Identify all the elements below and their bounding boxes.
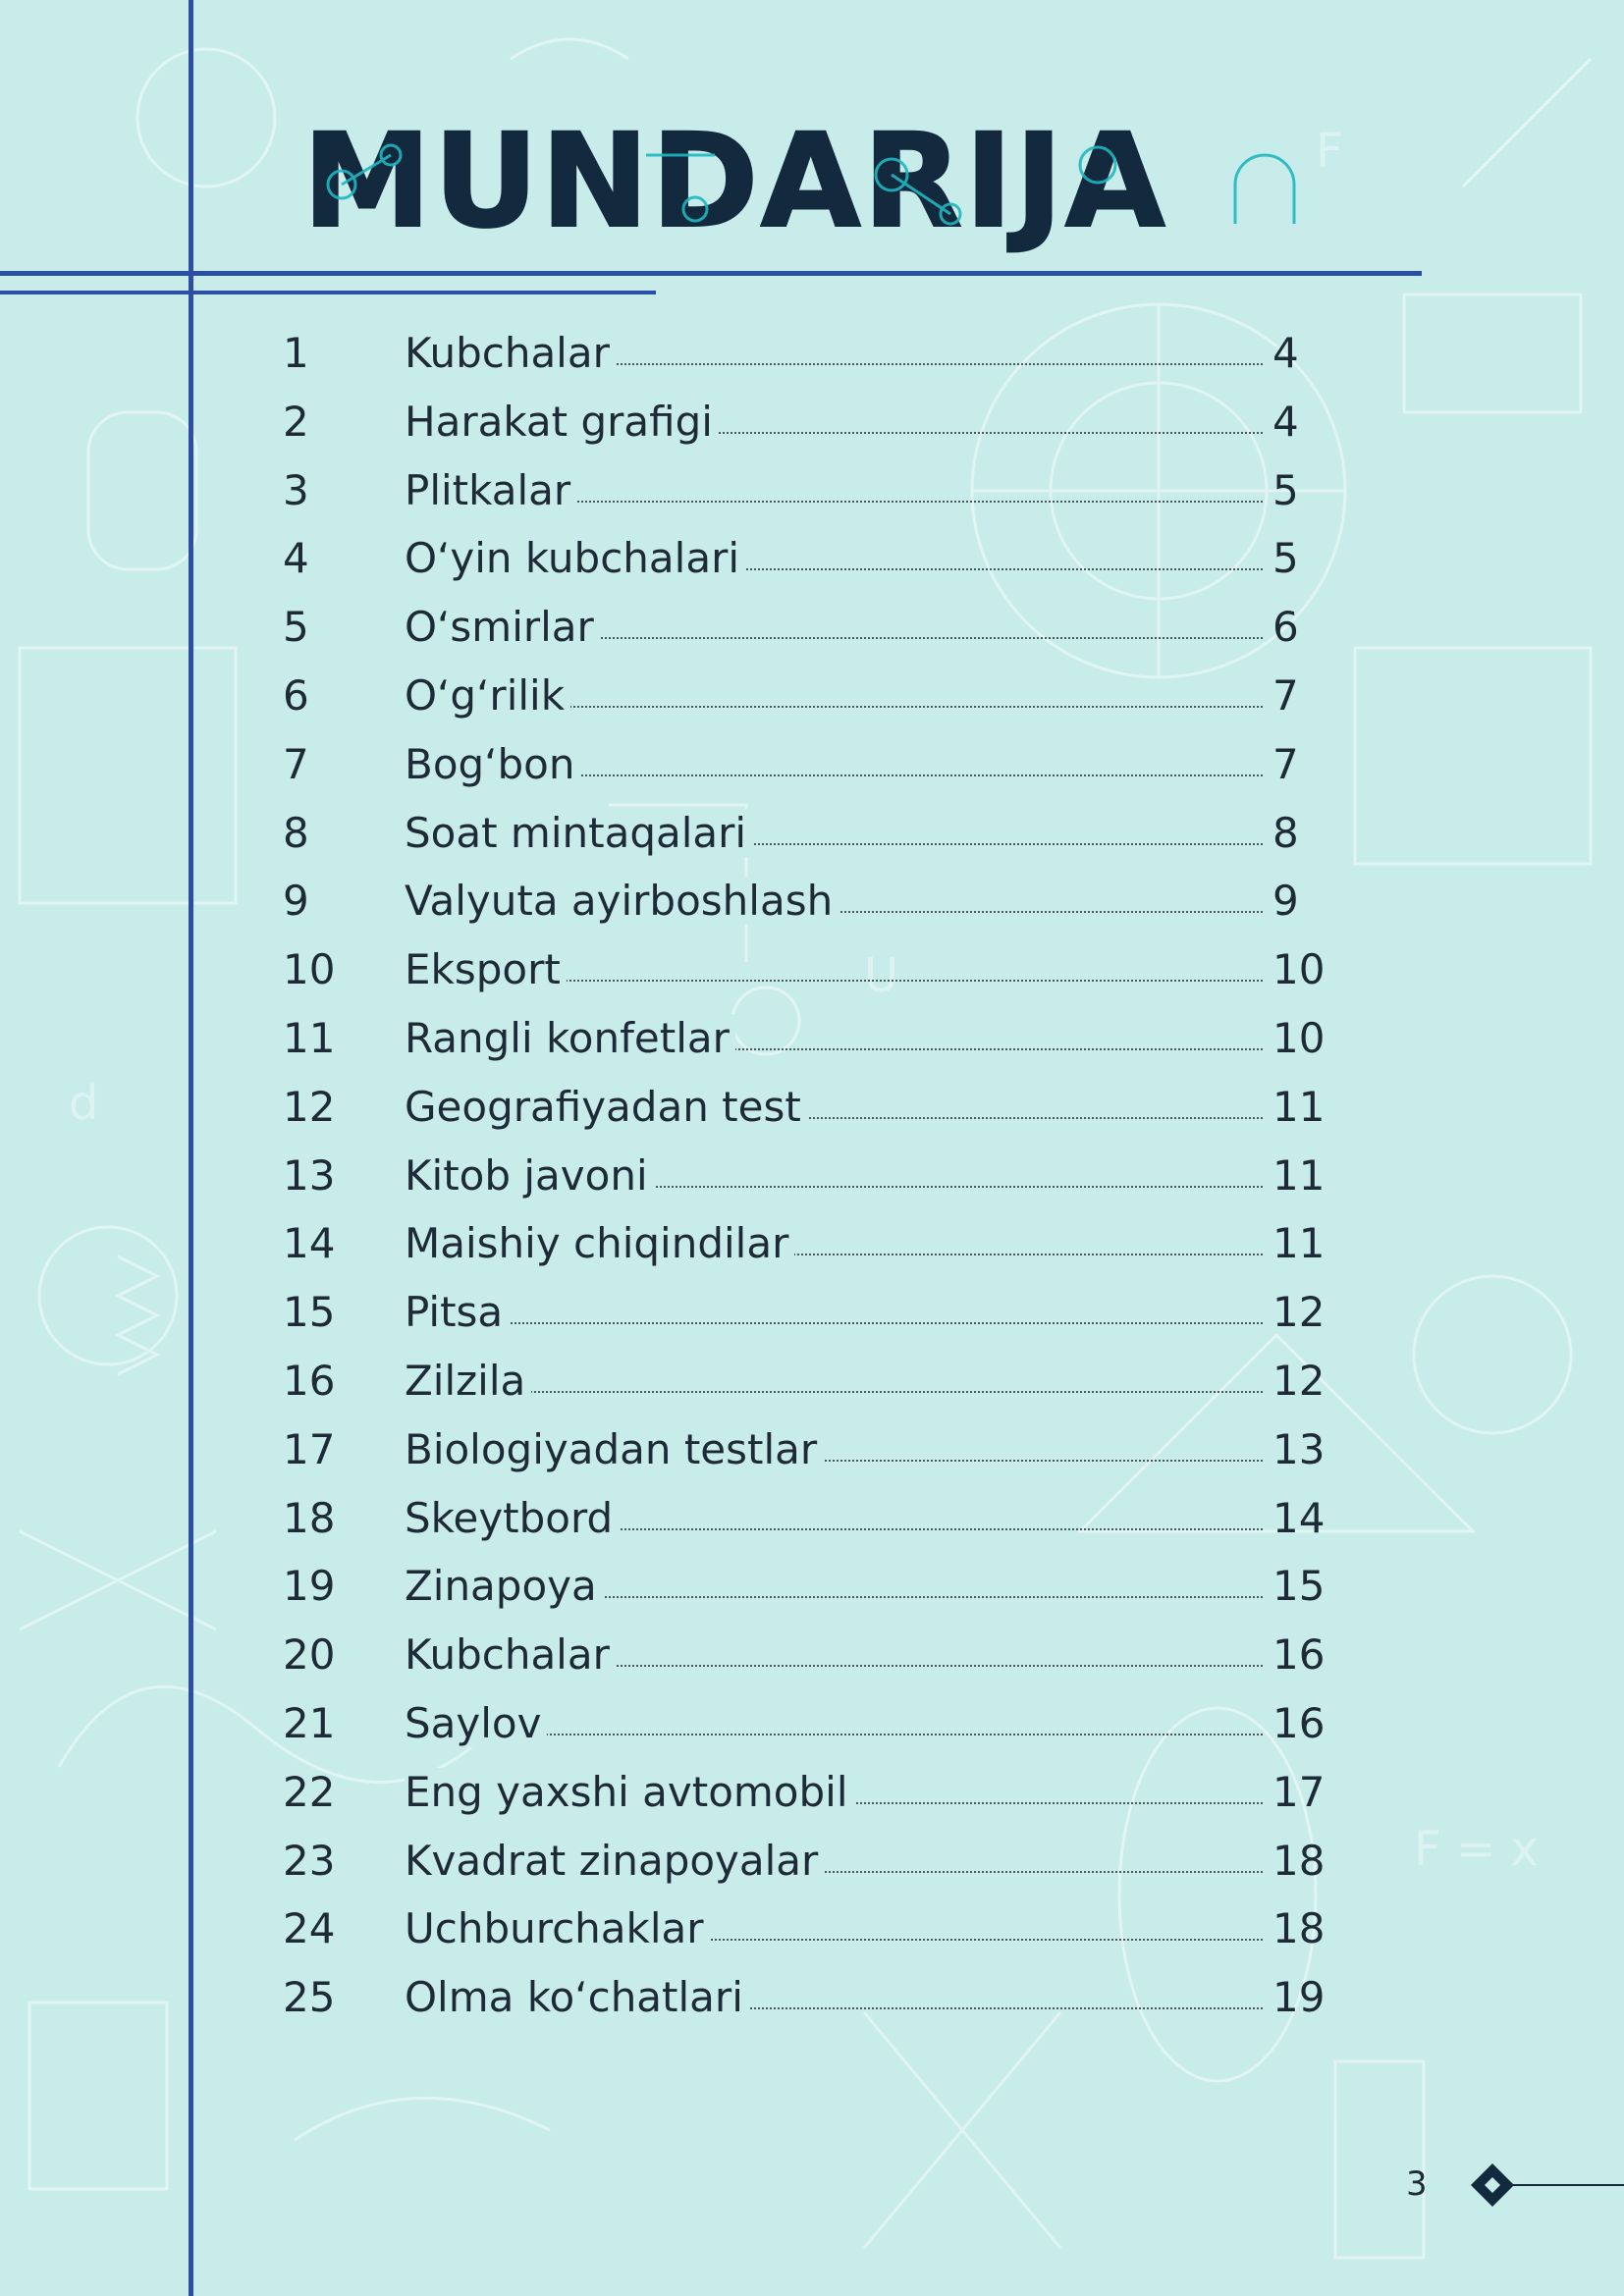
toc-entry[interactable]: [0, 1626, 1624, 1684]
toc-entry-page: 10: [1272, 945, 1326, 994]
toc-entry-page: 11: [1272, 1082, 1326, 1131]
toc-entry-title: Kvadrat zinapoyalar: [405, 1837, 824, 1885]
toc-entry-title: Olma ko‘chatlari: [405, 1973, 749, 2021]
toc-entry-number: 13: [283, 1150, 336, 1200]
toc-entry-number: 2: [283, 397, 309, 446]
toc-entry-number: 9: [283, 877, 309, 926]
toc-entry[interactable]: [0, 1968, 1624, 2027]
toc-entry-number: 3: [283, 465, 309, 514]
dot-leader: [405, 1391, 1263, 1393]
toc-entry-page: 6: [1272, 603, 1299, 652]
toc-entry-title: O‘yin kubchalari: [405, 534, 745, 582]
toc-entry-page: 8: [1272, 808, 1299, 857]
toc-entry-number: 8: [283, 808, 309, 857]
toc-entry-page: 19: [1272, 1973, 1326, 2022]
toc-entry-title: Valyuta ayirboshlash: [405, 877, 839, 925]
toc-entry-page: 4: [1272, 329, 1299, 377]
toc-entry-title: O‘g‘rilik: [405, 671, 570, 720]
toc-entry-page: 9: [1272, 877, 1299, 926]
toc-entry[interactable]: [0, 598, 1624, 657]
toc-entry[interactable]: [0, 324, 1624, 383]
toc-entry[interactable]: [0, 1763, 1624, 1822]
toc-entry-title: Skeytbord: [405, 1494, 619, 1542]
toc-entry[interactable]: [0, 529, 1624, 588]
toc-entry-page: 15: [1272, 1562, 1326, 1611]
toc-entry-title: Kitob javoni: [405, 1151, 654, 1200]
toc-entry-number: 12: [283, 1082, 336, 1131]
toc-entry-page: 11: [1272, 1150, 1326, 1200]
toc-entry-number: 22: [283, 1767, 336, 1816]
toc-entry[interactable]: [0, 804, 1624, 863]
toc-entry-title: Eksport: [405, 945, 567, 993]
toc-entry-number: 25: [283, 1973, 336, 2022]
svg-text:F: F: [1316, 124, 1343, 179]
toc-entry-title: Zilzila: [405, 1357, 531, 1405]
toc-entry-page: 13: [1272, 1424, 1326, 1473]
toc-entry[interactable]: [0, 667, 1624, 725]
toc-entry-page: 5: [1272, 534, 1299, 583]
toc-entry-page: 10: [1272, 1014, 1326, 1062]
toc-entry[interactable]: [0, 1832, 1624, 1891]
toc-entry-title: Geografiyadan test: [405, 1083, 807, 1131]
toc-entry-page: 12: [1272, 1357, 1326, 1405]
toc-entry-page: 16: [1272, 1699, 1326, 1747]
toc-entry-number: 7: [283, 739, 309, 788]
svg-text:F = x: F = x: [1414, 1822, 1539, 1877]
toc-entry-title: Kubchalar: [405, 329, 616, 377]
toc-entry-title: Maishiy chiqindilar: [405, 1219, 794, 1267]
toc-entry-number: 24: [283, 1904, 336, 1953]
toc-entry[interactable]: [0, 1489, 1624, 1548]
page-number: 3: [1406, 2164, 1428, 2204]
toc-entry[interactable]: [0, 1899, 1624, 1958]
toc-entry-title: Kubchalar: [405, 1630, 616, 1679]
toc-entry-number: 19: [283, 1562, 336, 1611]
toc-entry-page: 11: [1272, 1219, 1326, 1268]
toc-entry-page: 18: [1272, 1904, 1326, 1953]
toc-entry-title: Eng yaxshi avtomobil: [405, 1768, 854, 1816]
toc-entry[interactable]: [0, 1078, 1624, 1137]
toc-entry-title: Saylov: [405, 1699, 547, 1747]
toc-entry-title: Harakat grafigi: [405, 398, 719, 446]
toc-entry-page: 17: [1272, 1767, 1326, 1816]
toc-entry-page: 14: [1272, 1493, 1326, 1542]
toc-entry-page: 16: [1272, 1630, 1326, 1680]
toc-entry-number: 15: [283, 1288, 336, 1337]
toc-entry-title: Plitkalar: [405, 466, 576, 514]
toc-entry[interactable]: [0, 461, 1624, 520]
toc-entry-title: Biologiyadan testlar: [405, 1425, 823, 1473]
toc-entry-number: 16: [283, 1357, 336, 1405]
toc-entry[interactable]: [0, 1557, 1624, 1616]
toc-entry-page: 5: [1272, 465, 1299, 514]
toc-entry-number: 5: [283, 603, 309, 652]
toc-entry-title: Soat mintaqalari: [405, 809, 752, 857]
toc-entry-number: 10: [283, 945, 336, 994]
svg-text:U: U: [864, 948, 899, 1003]
dot-leader: [405, 1322, 1263, 1324]
toc-entry[interactable]: [0, 1214, 1624, 1273]
toc-entry-number: 14: [283, 1219, 336, 1268]
toc-entry-number: 11: [283, 1014, 336, 1062]
toc-entry-number: 23: [283, 1836, 336, 1885]
toc-entry-page: 7: [1272, 671, 1299, 720]
toc-entry-number: 21: [283, 1699, 336, 1747]
toc-entry-title: Pitsa: [405, 1288, 509, 1336]
toc-entry-page: 12: [1272, 1288, 1326, 1337]
toc-entry-number: 4: [283, 534, 309, 583]
toc-entry-number: 18: [283, 1493, 336, 1542]
toc-entry[interactable]: [0, 393, 1624, 452]
toc-entry-page: 18: [1272, 1836, 1326, 1885]
toc-entry-number: 1: [283, 329, 309, 377]
toc-entry[interactable]: [0, 872, 1624, 931]
toc-entry-title: Rangli konfetlar: [405, 1014, 735, 1062]
toc-entry-title: O‘smirlar: [405, 603, 600, 651]
toc-entry[interactable]: [0, 940, 1624, 999]
toc-entry[interactable]: [0, 735, 1624, 794]
diamond-marker-icon: [1467, 2156, 1624, 2215]
toc-entry-title: Uchburchaklar: [405, 1904, 710, 1952]
toc-entry[interactable]: [0, 1283, 1624, 1342]
toc-entry-page: 4: [1272, 397, 1299, 446]
title-underline-short: [0, 291, 656, 294]
toc-entry[interactable]: [0, 1009, 1624, 1068]
toc-entry[interactable]: [0, 1420, 1624, 1479]
toc-entry-number: 20: [283, 1630, 336, 1680]
toc-entry-page: 7: [1272, 739, 1299, 788]
toc-entry-number: 17: [283, 1424, 336, 1473]
page-title: MUNDARIJA: [302, 106, 1167, 257]
svg-text:d: d: [69, 1076, 99, 1131]
toc-entry[interactable]: [0, 1694, 1624, 1753]
toc-entry-number: 6: [283, 671, 309, 720]
toc-entry[interactable]: [0, 1147, 1624, 1205]
toc-entry-title: Bog‘bon: [405, 740, 581, 788]
toc-entry[interactable]: [0, 1352, 1624, 1411]
title-underline: [0, 271, 1422, 276]
toc-entry-title: Zinapoya: [405, 1562, 603, 1610]
